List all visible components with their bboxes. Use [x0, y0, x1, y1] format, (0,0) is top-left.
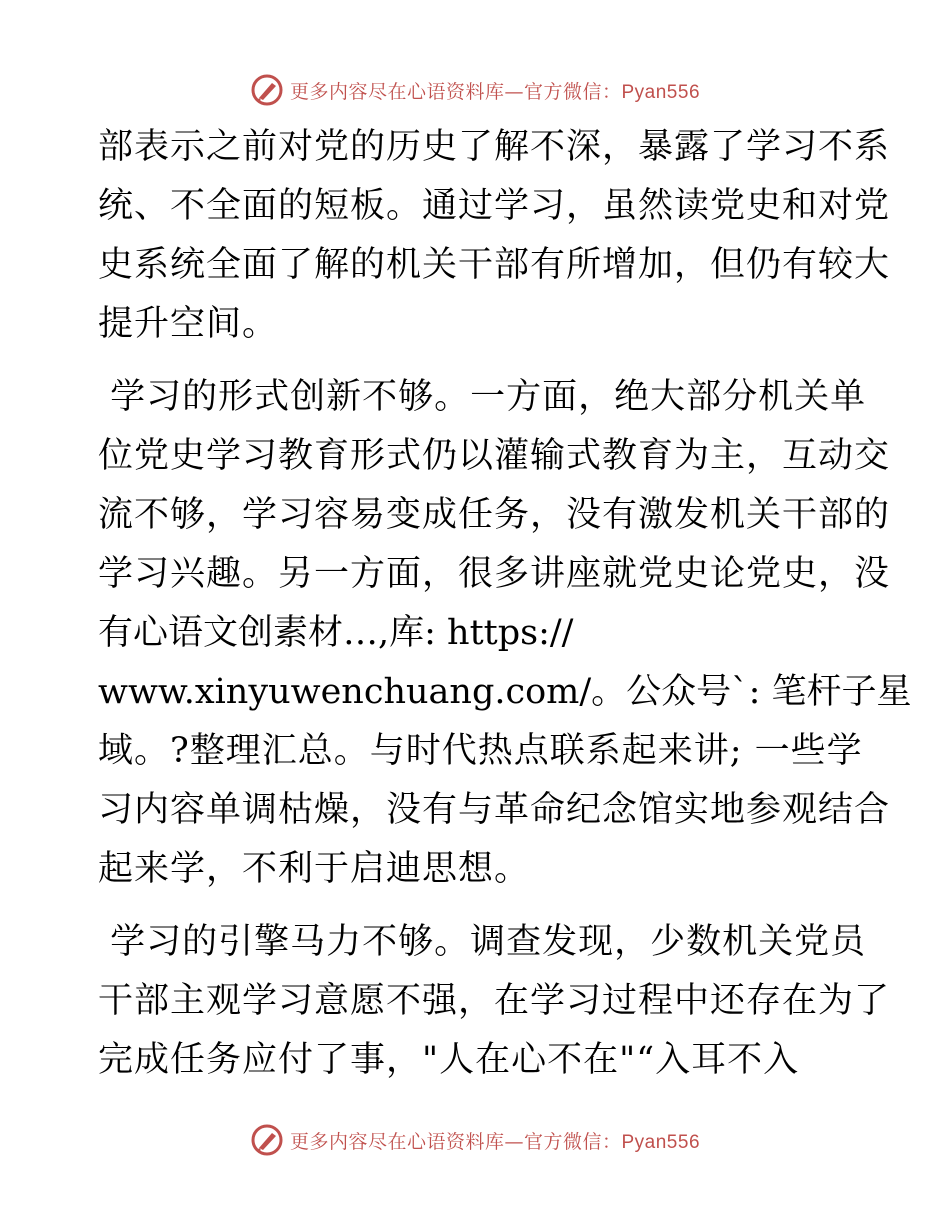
paragraph: [98, 118, 891, 354]
text-line: 提升空间。: [98, 304, 279, 344]
footer-watermark: [0, 1122, 950, 1158]
text-line: www.xinyuwenchuang.com/。公众号`: 笔杆子星: [98, 672, 912, 712]
text-line: 学习的引擎马力不够。调查发现，少数机关党员: [98, 922, 867, 962]
text-line: 完成任务应付了事，"人在心不在"“入耳不入: [98, 1040, 800, 1080]
text-line: 部表示之前对党的历史了解不深，暴露了学习不系: [98, 127, 891, 167]
document-body: [98, 118, 912, 1090]
text-line: 学习的形式创新不够。一方面，绝大部分机关单: [98, 377, 867, 417]
pen-logo-icon: [250, 1123, 284, 1157]
text-line: 统、不全面的短板。通过学习，虽然读党史和对党: [98, 186, 891, 226]
pen-logo-icon: [250, 73, 284, 107]
header-watermark-text: 更多内容尽在心语资料库—官方微信：Pyan556: [289, 80, 701, 103]
text-line: 干部主观学习意愿不强，在学习过程中还存在为了: [98, 981, 891, 1021]
footer-wechat-id: Pyan556: [621, 1131, 701, 1153]
paragraph: [98, 368, 912, 899]
text-line: 流不够，学习容易变成任务，没有激发机关干部的: [98, 495, 891, 535]
text-line: 习内容单调枯燥，没有与革命纪念馆实地参观结合: [98, 790, 891, 830]
footer-watermark-text: 更多内容尽在心语资料库—官方微信：Pyan556: [289, 1130, 701, 1153]
header-watermark: [0, 72, 950, 108]
text-line: 有心语文创素材…,库: https://: [98, 613, 574, 653]
text-line: 位党史学习教育形式仍以灌输式教育为主，互动交: [98, 436, 891, 476]
header-wechat-id: Pyan556: [621, 81, 701, 103]
text-line: 起来学，不利于启迪思想。: [98, 849, 531, 889]
text-line: 史系统全面了解的机关干部有所增加，但仍有较大: [98, 245, 891, 285]
paragraph: [98, 913, 891, 1090]
text-line: 域。?整理汇总。与时代热点联系起来讲; 一些学: [98, 731, 863, 771]
text-line: 学习兴趣。另一方面，很多讲座就党史论党史，没: [98, 554, 891, 594]
